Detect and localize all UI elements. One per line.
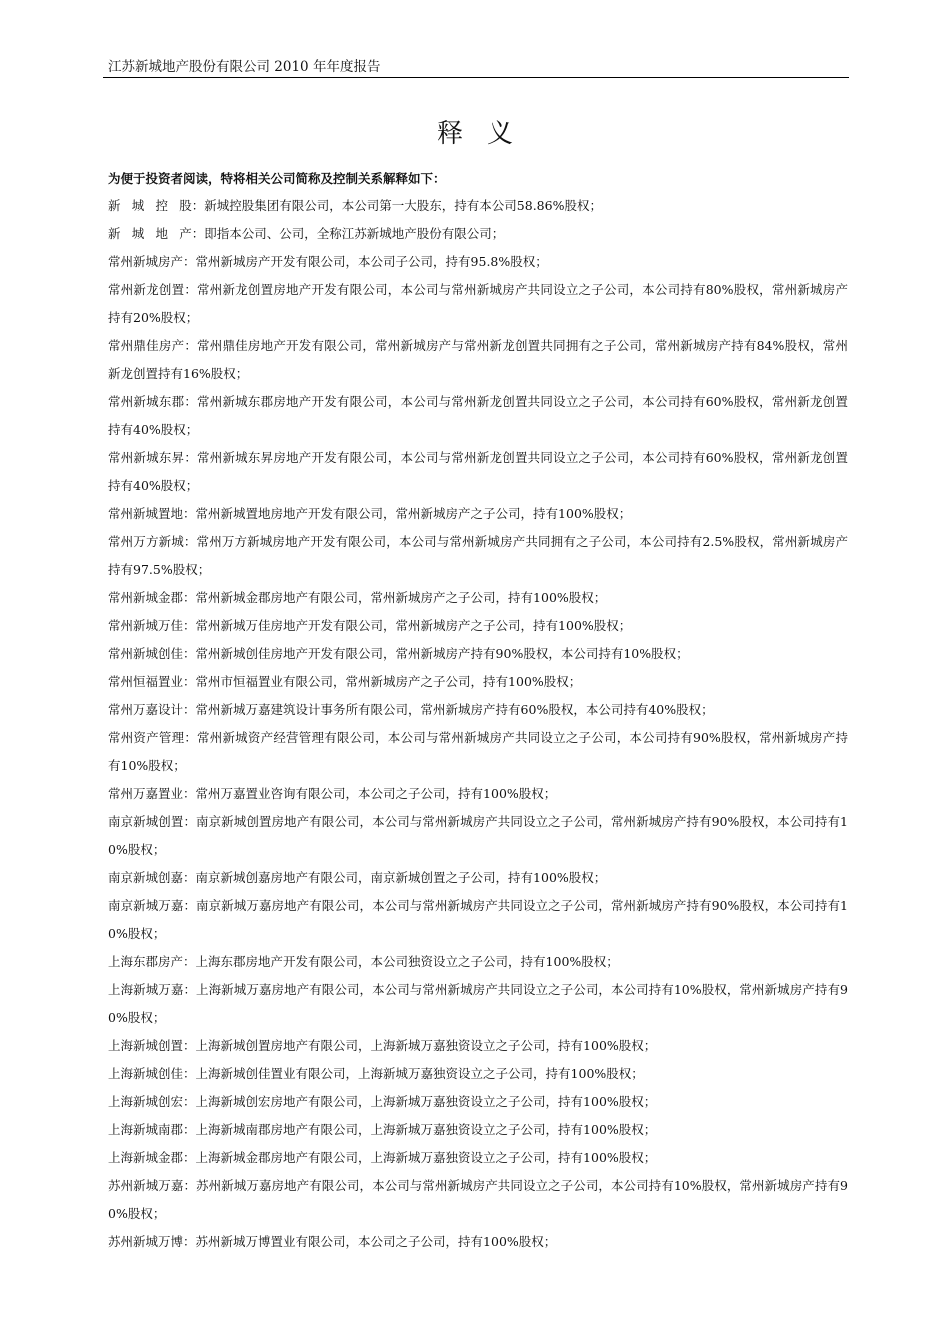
definition-entry (108, 248, 848, 276)
definition-term: 常州万嘉设计 (108, 702, 184, 717)
definition-text: 常州鼎佳房地产开发有限公司，常州新城房产与常州新龙创置共同拥有之子公司，常州新城房产持有84%股权，常州新龙创置持有16%股权； (108, 338, 848, 381)
definition-entry (108, 780, 848, 808)
definition-text: 上海新城创宏房地产有限公司，上海新城万嘉独资设立之子公司，持有100%股权； (195, 1094, 657, 1109)
definition-entry (108, 1060, 848, 1088)
definition-term: 常州新城创佳 (108, 646, 184, 661)
definition-term: 常州新城置地 (108, 506, 184, 521)
definition-entry (108, 192, 848, 220)
definition-text: 常州新城东郡房地产开发有限公司，本公司与常州新龙创置共同设立之子公司，本公司持有60%股权，常州新龙创置持有40%股权； (108, 394, 848, 437)
term-separator: ： (183, 898, 197, 913)
definition-entry (108, 1228, 848, 1256)
definition-term: 常州新龙创置 (108, 282, 185, 297)
definition-term: 苏州新城万嘉 (108, 1178, 184, 1193)
term-separator: ： (183, 702, 196, 717)
definition-text: 上海新城创佳置业有限公司，上海新城万嘉独资设立之子公司，持有100%股权； (195, 1066, 644, 1081)
definition-text: 常州新城金郡房地产有限公司，常州新城房产之子公司，持有100%股权； (195, 590, 607, 605)
definition-term: 新城地产 (108, 226, 192, 241)
definition-text: 苏州新城万博置业有限公司，本公司之子公司，持有100%股权； (195, 1234, 557, 1249)
term-separator: ： (183, 674, 196, 689)
definition-text: 上海新城创置房地产有限公司，上海新城万嘉独资设立之子公司，持有100%股权； (195, 1038, 657, 1053)
term-separator: ： (183, 534, 197, 549)
definitions-list (108, 192, 848, 1256)
definition-text: 南京新城创嘉房地产有限公司，南京新城创置之子公司，持有100%股权； (195, 870, 607, 885)
term-separator: ： (183, 1122, 196, 1137)
definition-entry (108, 864, 848, 892)
definition-entry (108, 696, 848, 724)
term-separator: ： (183, 506, 196, 521)
term-separator: ： (184, 282, 198, 297)
term-separator: ： (183, 618, 196, 633)
definition-entry (108, 444, 848, 500)
definition-text: 上海新城万嘉房地产有限公司，本公司与常州新城房产共同设立之子公司，本公司持有10%股权，常州新城房产持有90%股权； (108, 982, 848, 1025)
definition-term: 上海新城南郡 (108, 1122, 184, 1137)
definition-entry (108, 332, 848, 388)
term-separator: ： (184, 730, 198, 745)
term-separator: ： (183, 1094, 196, 1109)
definition-term: 上海新城金郡 (108, 1150, 184, 1165)
definition-entry (108, 976, 848, 1032)
header-rule (103, 77, 849, 78)
definition-text: 上海新城南郡房地产有限公司，上海新城万嘉独资设立之子公司，持有100%股权； (195, 1122, 657, 1137)
definition-term: 上海新城万嘉 (108, 982, 184, 997)
definition-entry (108, 808, 848, 864)
definition-entry (108, 892, 848, 948)
definition-entry (108, 948, 848, 976)
definition-text: 常州市恒福置业有限公司，常州新城房产之子公司，持有100%股权； (195, 674, 582, 689)
definition-entry (108, 220, 848, 248)
definition-entry (108, 500, 848, 528)
definition-text: 常州新城房产开发有限公司，本公司子公司，持有95.8%股权； (195, 254, 548, 269)
definition-entry (108, 1144, 848, 1172)
definition-term: 常州资产管理 (108, 730, 185, 745)
term-separator: ： (184, 450, 198, 465)
term-separator: ： (183, 1234, 196, 1249)
definition-term: 常州鼎佳房产 (108, 338, 185, 353)
definition-term: 上海东郡房产 (108, 954, 184, 969)
term-separator: ： (183, 1150, 196, 1165)
definition-text: 常州新城置地房地产开发有限公司，常州新城房产之子公司，持有100%股权； (195, 506, 632, 521)
definition-term: 常州新城东昇 (108, 450, 185, 465)
definition-entry (108, 276, 848, 332)
definition-entry (108, 584, 848, 612)
definition-text: 常州新城万佳房地产开发有限公司，常州新城房产之子公司，持有100%股权； (195, 618, 632, 633)
definition-text: 常州新城东昇房地产开发有限公司，本公司与常州新龙创置共同设立之子公司，本公司持有60%股权，常州新龙创置持有40%股权； (108, 450, 848, 493)
definition-term: 常州恒福置业 (108, 674, 184, 689)
term-separator: ： (183, 1178, 197, 1193)
definition-text: 苏州新城万嘉房地产有限公司，本公司与常州新城房产共同设立之子公司，本公司持有10%股权，常州新城房产持有90%股权； (108, 1178, 848, 1221)
term-separator: ： (183, 590, 196, 605)
definition-term: 苏州新城万博 (108, 1234, 184, 1249)
definition-text: 新城控股集团有限公司，本公司第一大股东，持有本公司58.86%股权； (204, 198, 602, 213)
definition-term: 新城控股 (108, 198, 192, 213)
term-separator: ： (191, 198, 205, 213)
definition-term: 常州万嘉置业 (108, 786, 184, 801)
definition-entry (108, 1032, 848, 1060)
term-separator: ： (184, 338, 198, 353)
definition-entry (108, 1172, 848, 1228)
term-separator: ： (184, 394, 198, 409)
term-separator: ： (183, 814, 197, 829)
term-separator: ： (183, 982, 197, 997)
definition-text: 常州新城万嘉建筑设计事务所有限公司，常州新城房产持有60%股权，本公司持有40%股权； (195, 702, 714, 717)
definition-term: 南京新城创嘉 (108, 870, 184, 885)
definition-term: 南京新城万嘉 (108, 898, 184, 913)
definition-entry (108, 724, 848, 780)
definition-text: 即指本公司、公司，全称江苏新城地产股份有限公司； (204, 226, 505, 241)
term-separator: ： (191, 226, 205, 241)
definition-text: 常州万方新城房地产开发有限公司，本公司与常州新城房产共同拥有之子公司，本公司持有2.5%股权，常州新城房产持有97.5%股权； (108, 534, 848, 577)
page-title: 释义 (436, 119, 537, 149)
term-separator: ： (183, 254, 196, 269)
definition-entry (108, 388, 848, 444)
definition-entry (108, 1088, 848, 1116)
definition-term: 常州新城房产 (108, 254, 184, 269)
definition-term: 南京新城创置 (108, 814, 184, 829)
definition-text: 南京新城创置房地产有限公司，本公司与常州新城房产共同设立之子公司，常州新城房产持有90%股权，本公司持有10%股权； (108, 814, 848, 857)
term-separator: ： (183, 786, 196, 801)
definition-entry (108, 668, 848, 696)
definition-text: 南京新城万嘉房地产有限公司，本公司与常州新城房产共同设立之子公司，常州新城房产持有90%股权，本公司持有10%股权； (108, 898, 848, 941)
term-separator: ： (183, 646, 196, 661)
definition-text: 上海新城金郡房地产有限公司，上海新城万嘉独资设立之子公司，持有100%股权； (195, 1150, 657, 1165)
definition-text: 常州新城创佳房地产开发有限公司，常州新城房产持有90%股权，本公司持有10%股权； (195, 646, 689, 661)
definition-term: 上海新城创宏 (108, 1094, 184, 1109)
term-separator: ： (183, 870, 196, 885)
definition-text: 上海东郡房地产开发有限公司，本公司独资设立之子公司，持有100%股权； (195, 954, 619, 969)
definition-term: 上海新城创佳 (108, 1066, 184, 1081)
definition-text: 常州万嘉置业咨询有限公司，本公司之子公司，持有100%股权； (195, 786, 557, 801)
definition-text: 常州新龙创置房地产开发有限公司，本公司与常州新城房产共同设立之子公司，本公司持有80%股权，常州新城房产持有20%股权； (108, 282, 848, 325)
definition-entry (108, 612, 848, 640)
running-header: 江苏新城地产股份有限公司 2010 年年度报告 (108, 59, 381, 75)
term-separator: ： (183, 954, 196, 969)
term-separator: ： (183, 1038, 196, 1053)
term-separator: ： (183, 1066, 196, 1081)
definition-term: 上海新城创置 (108, 1038, 184, 1053)
definition-term: 常州新城万佳 (108, 618, 184, 633)
definition-entry (108, 1116, 848, 1144)
definition-entry (108, 640, 848, 668)
definition-text: 常州新城资产经营管理有限公司，本公司与常州新城房产共同设立之子公司，本公司持有90%股权，常州新城房产持有10%股权； (108, 730, 848, 773)
definition-term: 常州新城金郡 (108, 590, 184, 605)
definition-term: 常州新城东郡 (108, 394, 185, 409)
intro-text: 为便于投资者阅读，特将相关公司简称及控制关系解释如下： (108, 171, 446, 186)
definition-term: 常州万方新城 (108, 534, 184, 549)
definition-entry (108, 528, 848, 584)
